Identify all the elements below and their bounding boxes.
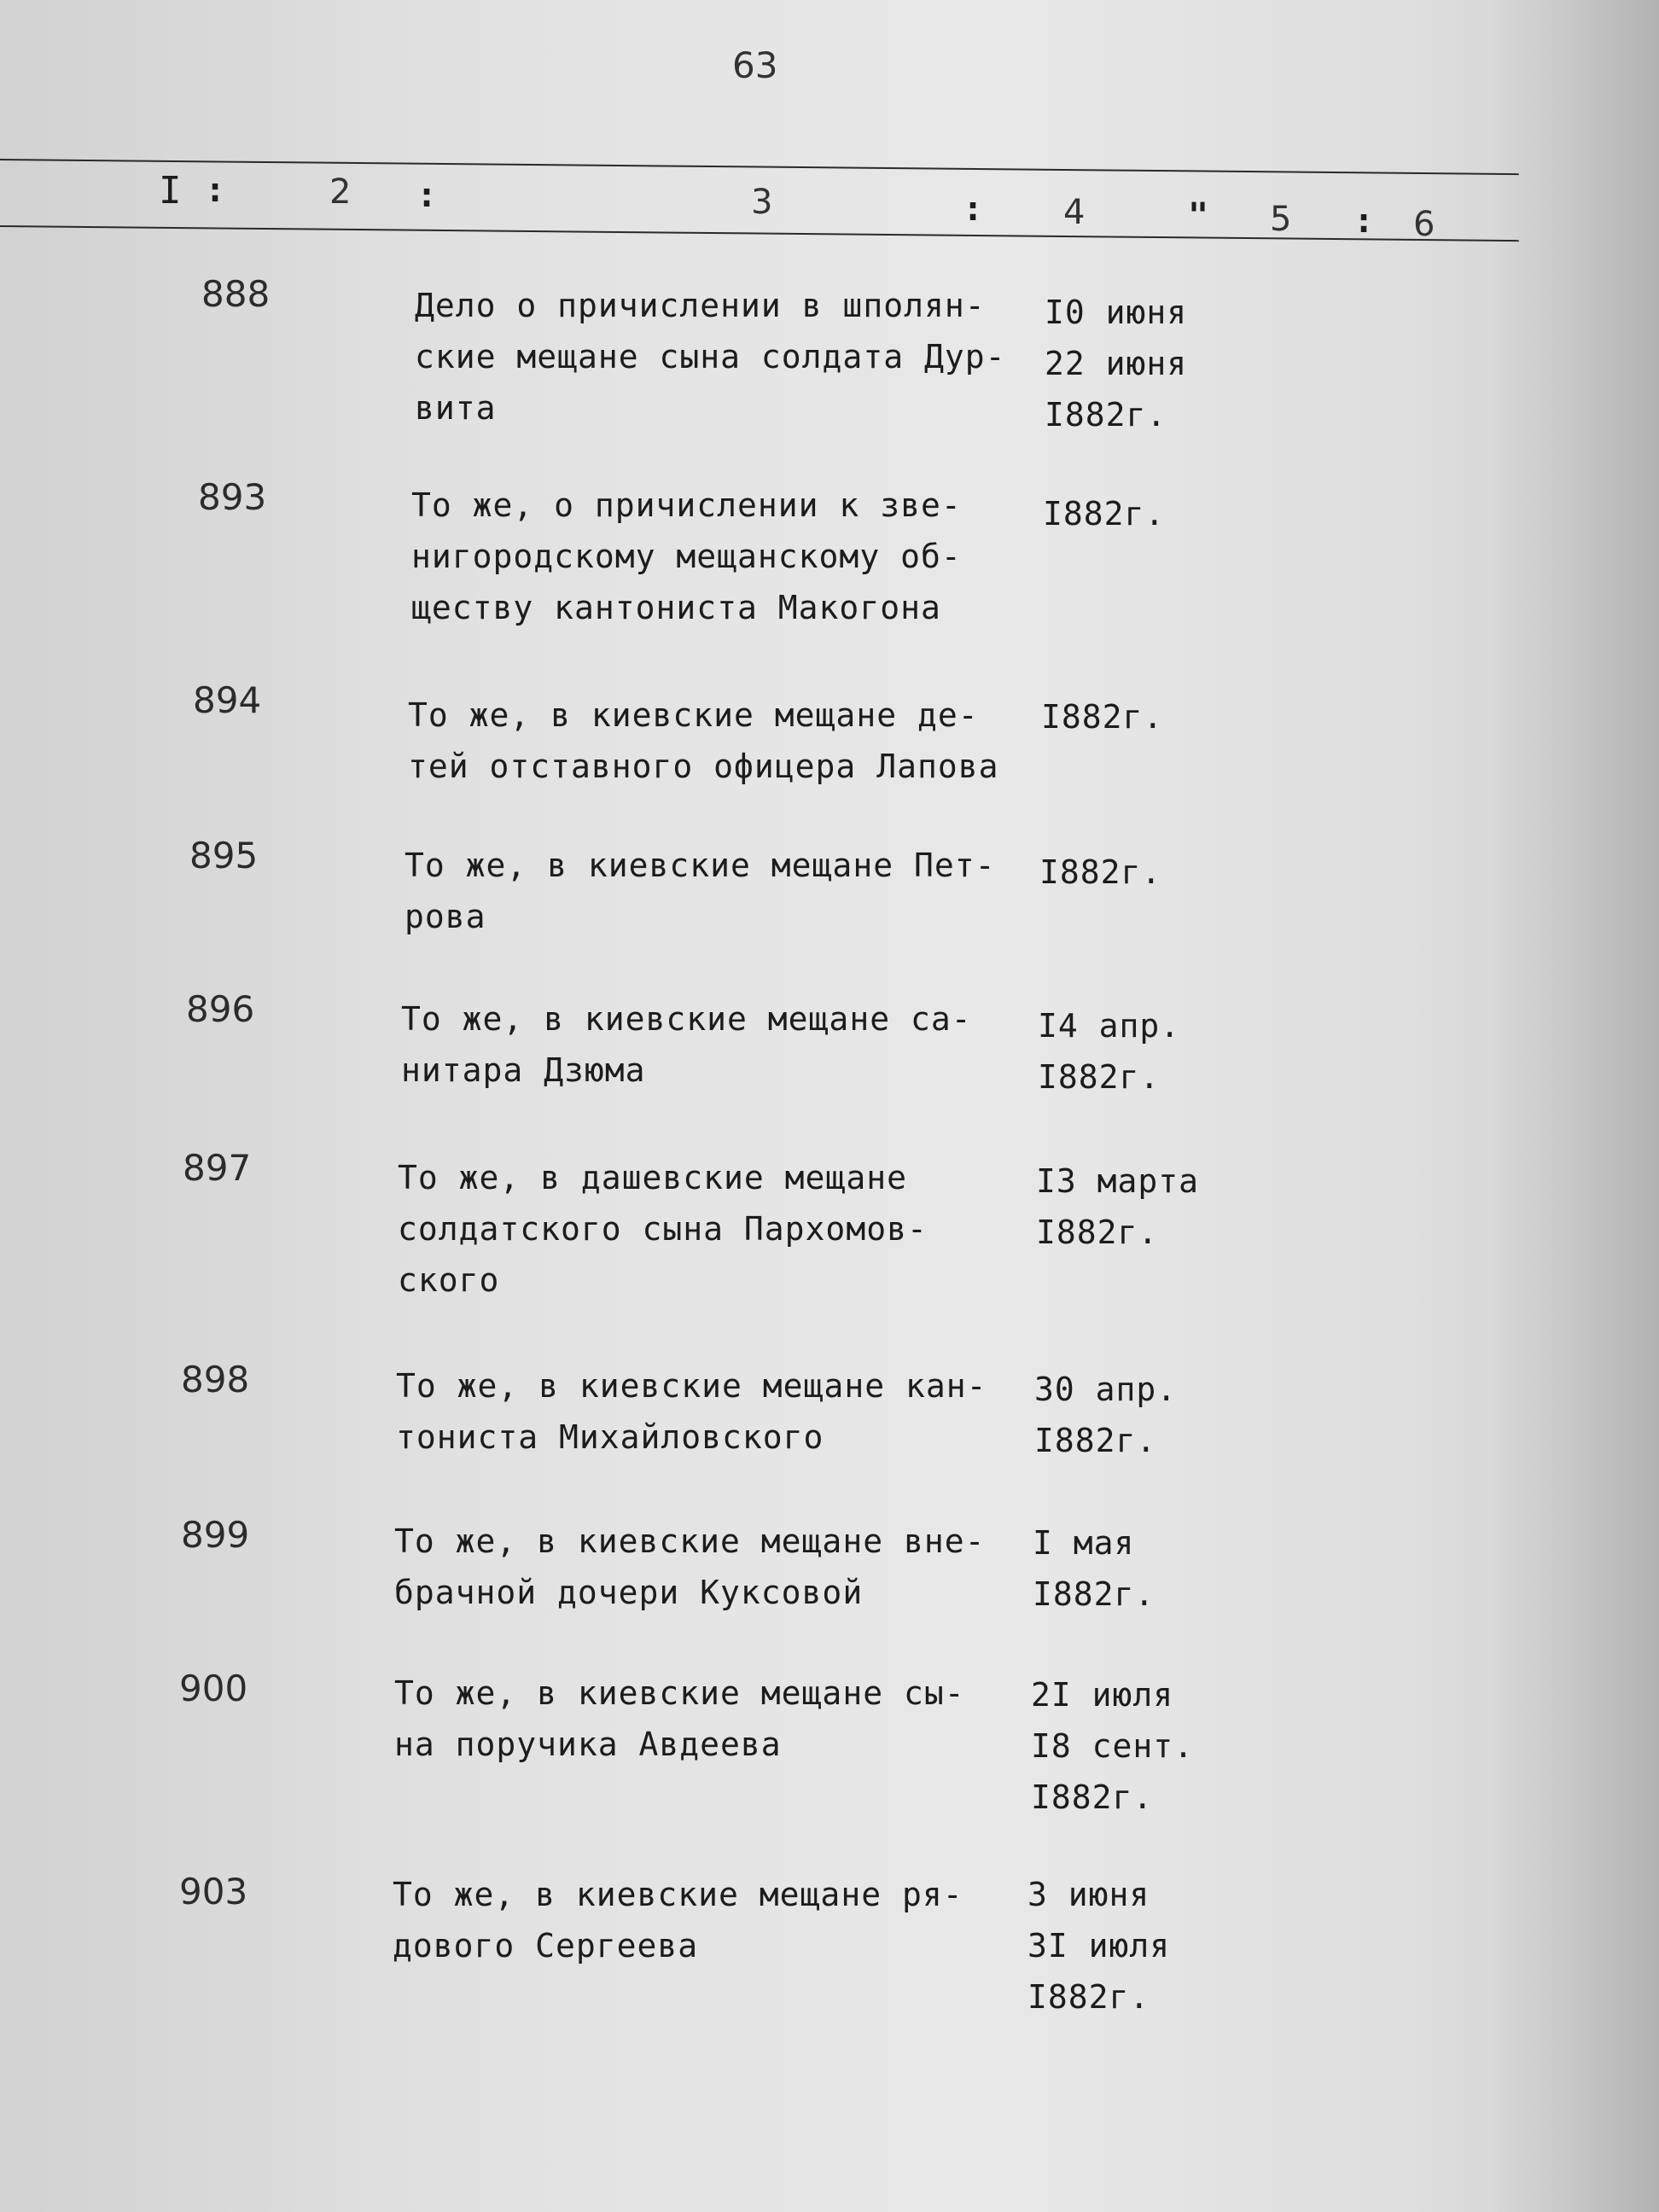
description-line: То же, о причислении к зве- — [411, 486, 962, 524]
entry-description — [405, 840, 995, 942]
description-line: То же, в киевские мещане де- — [408, 696, 979, 734]
entry-dates — [1033, 1517, 1155, 1620]
header-separator: : — [963, 189, 984, 229]
entry-dates — [1036, 1155, 1199, 1258]
date-line: 2I июля — [1031, 1676, 1174, 1714]
description-line: тониста Михайловского — [396, 1418, 824, 1456]
entry-description — [411, 480, 962, 633]
date-line: I882г. — [1033, 1575, 1155, 1613]
date-line: 30 апр. — [1034, 1371, 1178, 1408]
header-separator: : — [416, 176, 438, 215]
description-line: То же, в киевские мещане кан- — [396, 1367, 987, 1405]
date-line: I882г. — [1031, 1778, 1154, 1816]
entry-number: 898 — [181, 1359, 250, 1400]
header-separator-alt: " — [1188, 196, 1209, 236]
entry-dates — [1034, 1364, 1177, 1466]
entry-number: 896 — [186, 988, 255, 1030]
header-col-3: 3 — [751, 183, 773, 222]
date-line: I882г. — [1045, 396, 1167, 434]
header-col-1: I — [159, 169, 183, 212]
header-separator: : — [1353, 201, 1375, 241]
header-col-4: 4 — [1063, 193, 1086, 232]
header-top-rule — [0, 159, 1519, 175]
entry-number: 903 — [179, 1871, 248, 1912]
entry-number: 888 — [201, 273, 271, 315]
header-col-2: 2 — [329, 172, 352, 212]
entry-description — [396, 1360, 987, 1463]
description-line: ские мещане сына солдата Дур- — [415, 338, 1006, 375]
date-line: I3 марта — [1036, 1162, 1200, 1200]
date-line: I4 апр. — [1038, 1007, 1181, 1045]
date-line: I882г. — [1038, 1058, 1161, 1096]
description-line: То же, в дашевские мещане — [398, 1159, 907, 1196]
header-col-5: 5 — [1270, 200, 1292, 239]
entry-number: 900 — [179, 1668, 248, 1709]
entry-description — [398, 1152, 928, 1306]
description-line: ского — [398, 1261, 500, 1299]
entry-number: 895 — [189, 835, 259, 876]
date-line: I882г. — [1039, 853, 1162, 891]
date-line: I8 сент. — [1031, 1727, 1195, 1765]
date-line: I882г. — [1034, 1422, 1157, 1459]
date-line: I мая — [1033, 1524, 1135, 1562]
description-line: То же, в киевские мещане сы- — [394, 1674, 965, 1712]
entry-number: 893 — [198, 476, 267, 518]
entry-dates — [1027, 1869, 1170, 2023]
description-line: То же, в киевские мещане вне- — [394, 1522, 986, 1560]
entry-description — [415, 280, 1005, 434]
entry-description — [394, 1516, 985, 1618]
description-line: Дело о причислении в шполян- — [415, 287, 986, 324]
entry-dates — [1038, 1000, 1180, 1103]
description-line: на поручика Авдеева — [394, 1726, 782, 1763]
description-line: То же, в киевские мещане Пет- — [405, 847, 996, 884]
entry-number: 894 — [193, 679, 262, 721]
description-line: нитара Дзюма — [401, 1051, 646, 1089]
date-line: I882г. — [1027, 1978, 1150, 2016]
entry-description — [393, 1869, 963, 1971]
description-line: ществу кантониста Макогона — [411, 589, 941, 626]
date-line: I882г. — [1043, 495, 1166, 533]
description-line: рова — [405, 898, 486, 935]
entry-dates — [1039, 847, 1161, 898]
description-line: То же, в киевские мещане ря- — [393, 1876, 963, 1913]
date-line: 3 июня — [1027, 1876, 1150, 1913]
description-line: То же, в киевские мещане са- — [401, 1000, 972, 1038]
header-separator: : — [205, 171, 226, 210]
entry-dates — [1045, 287, 1187, 440]
date-line: I0 июня — [1045, 294, 1188, 331]
entry-number: 897 — [183, 1147, 252, 1189]
header-col-6: 6 — [1413, 205, 1435, 244]
description-line: брачной дочери Куксовой — [394, 1574, 864, 1611]
date-line: I882г. — [1036, 1214, 1159, 1251]
description-line: нигородскому мещанскому об- — [411, 538, 962, 575]
entry-dates — [1043, 488, 1165, 539]
description-line: солдатского сына Пархомов- — [398, 1210, 928, 1248]
entry-description — [401, 993, 972, 1096]
entry-dates — [1041, 691, 1163, 742]
date-line: 22 июня — [1045, 345, 1188, 382]
entry-description — [394, 1668, 965, 1770]
page-shadow — [1488, 0, 1659, 2212]
description-line: дового Сергеева — [393, 1927, 699, 1965]
date-line: 3I июля — [1027, 1927, 1171, 1965]
entry-description — [408, 690, 998, 792]
entry-dates — [1031, 1669, 1194, 1823]
entry-number: 899 — [181, 1514, 250, 1556]
description-line: вита — [415, 389, 497, 427]
date-line: I882г. — [1041, 698, 1164, 736]
description-line: тей отставного офицера Лапова — [408, 748, 999, 785]
page-number: 63 — [732, 44, 778, 86]
